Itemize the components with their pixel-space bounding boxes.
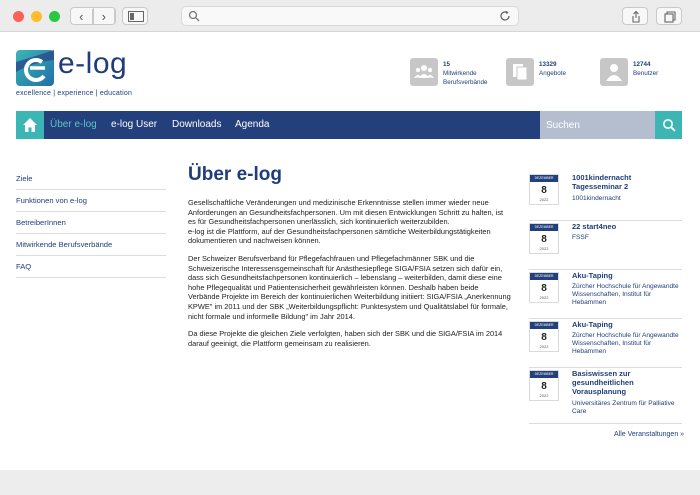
calendar-badge: [529, 223, 559, 254]
stat-number: 12744: [633, 61, 651, 68]
event-item[interactable]: [529, 368, 682, 424]
event-day: 8: [541, 234, 547, 245]
logo-tagline: excellence | experience | education: [16, 90, 133, 97]
calendar-badge: [529, 174, 559, 205]
event-title[interactable]: 22 start4neo: [572, 222, 617, 231]
event-subtitle: FSSF: [572, 234, 589, 241]
calendar-badge: [529, 370, 559, 401]
stat-label: Benutzer: [633, 70, 659, 77]
close-window-button[interactable]: [13, 11, 24, 22]
event-month: DEZEMBER: [530, 322, 558, 329]
sidemenu-item-faq[interactable]: FAQ: [16, 256, 166, 278]
tabs-overview-button[interactable]: [656, 7, 682, 25]
share-icon: [630, 11, 642, 23]
event-year: 2022: [539, 393, 549, 398]
e-log-logo-icon: [16, 50, 54, 86]
all-events-link[interactable]: Alle Veranstaltungen »: [614, 431, 685, 438]
event-month: DEZEMBER: [530, 371, 558, 378]
nav-item-downloads[interactable]: Downloads: [172, 119, 222, 130]
nav-item-ueber-e-log[interactable]: Über e-log: [50, 119, 97, 130]
page-title: Über e-log: [188, 164, 282, 185]
nav-item-agenda[interactable]: Agenda: [235, 119, 270, 130]
chevron-left-icon: ‹: [71, 9, 93, 24]
search-box: [540, 111, 655, 139]
history-buttons: [70, 7, 116, 25]
event-year: 2022: [539, 295, 549, 300]
main-content: [188, 164, 512, 348]
stat-label: Mitwirkende: [443, 70, 477, 77]
page-footer: [0, 470, 700, 495]
logo-text: e-log: [58, 47, 128, 80]
group-icon: [410, 58, 438, 86]
tabs-icon: [664, 11, 676, 23]
sidemenu-item-funktionen[interactable]: Funktionen von e-log: [16, 190, 166, 212]
calendar-badge: [529, 272, 559, 303]
sidebar-icon: [128, 11, 144, 22]
event-title[interactable]: Aku-Taping: [572, 271, 613, 280]
event-item[interactable]: [529, 270, 682, 319]
home-button[interactable]: [16, 111, 44, 139]
search-button[interactable]: [655, 111, 682, 139]
search-icon: [662, 118, 676, 132]
event-subtitle: Zürcher Hochschule für Angewandte Wissenschaften, Institut für Hebammen: [572, 332, 679, 355]
event-title[interactable]: Aku-Taping: [572, 320, 613, 329]
search-icon: [188, 10, 200, 22]
event-day: 8: [541, 332, 547, 343]
zoom-window-button[interactable]: [49, 11, 60, 22]
paragraph-text: Gesellschaftliche Veränderungen und medizinische Erkenntnisse stellen immer wieder neue Anforderungen an Gesundheitsfachpersonen. Um mit diesen Entwicklungen Schritt zu halten, ist es für Gesundheitsfachpersonen unerlässlich, sich kontinuierlich weiterzubilden.: [188, 198, 504, 227]
paragraph-text: e-log ist die Plattform, auf der Gesundheitsfachpersonen sämtliche Weiterbildungstätigkeiten dokumentieren und nachweisen können.: [188, 226, 491, 246]
sidemenu-item-betreiberinnen[interactable]: BetreiberInnen: [16, 212, 166, 234]
event-day: 8: [541, 185, 547, 196]
user-icon: [600, 58, 628, 86]
forward-button[interactable]: [94, 8, 116, 24]
stat-number: 15: [443, 61, 451, 68]
paragraph: [188, 198, 512, 246]
sidemenu-item-ziele[interactable]: Ziele: [16, 168, 166, 190]
paragraph: Der Schweizer Berufsverband für Pflegefachfrauen und Pflegefachmänner SBK und die Schweizerische Interessensgemeinschaft für Anästhesiepflege SIGA/FSIA setzen sich dafür ein, dass sich Gesundheitsfachpersonen kontinuierlich – lebenslang – weiterbilden, damit diese eine hohe Pflegequalität und Patientensicherheit gewährleisten können. Deshalb haben beide Verbände Projekte im Bereich der kontinuierlichen Weiterbildung initiiert: SIGA/FSIA „Anerkennung KPWE" im 2011 und der SBK „Weiterbildungspflicht: Punktesystem und Qualitätslabel für formale, nicht formale und informelle Bildung" im Jahr 2014.: [188, 253, 511, 321]
event-month: DEZEMBER: [530, 273, 558, 280]
sidemenu-item-berufsverbaende[interactable]: Mitwirkende Berufsverbände: [16, 234, 166, 256]
side-menu: [16, 168, 166, 278]
event-title[interactable]: Basiswissen zur gesundheitlichen Vorausplanung: [572, 369, 634, 396]
event-subtitle: Universitäres Zentrum für Palliative Care: [572, 400, 675, 415]
stat-label: Berufsverbände: [443, 79, 488, 86]
sidebar-toggle-button[interactable]: [122, 7, 148, 25]
reload-icon[interactable]: [499, 10, 511, 22]
calendar-badge: [529, 321, 559, 352]
back-button[interactable]: [71, 8, 94, 24]
event-month: DEZEMBER: [530, 175, 558, 182]
paragraph: Da diese Projekte die gleichen Ziele verfolgten, haben sich der SBK und die SIGA/FSIA im 2014 darauf geeinigt, die Plattform gemeinsam zu realisieren.: [188, 329, 503, 348]
nav-item-e-log-user[interactable]: e-log User: [111, 119, 158, 130]
stat-label: Angebote: [539, 70, 566, 77]
browser-toolbar: [0, 0, 700, 32]
event-subtitle: 1001kindernacht: [572, 195, 621, 202]
event-title[interactable]: 1001kindernacht Tagesseminar 2: [572, 173, 632, 191]
event-list: [529, 172, 682, 424]
minimize-window-button[interactable]: [31, 11, 42, 22]
documents-icon: [506, 58, 534, 86]
stat-number: 13329: [539, 61, 557, 68]
event-item[interactable]: [529, 172, 682, 221]
event-day: 8: [541, 283, 547, 294]
event-month: DEZEMBER: [530, 224, 558, 231]
event-year: 2022: [539, 344, 549, 349]
event-item[interactable]: [529, 319, 682, 368]
event-subtitle: Zürcher Hochschule für Angewandte Wissenschaften, Institut für Hebammen: [572, 283, 679, 306]
event-year: 2022: [539, 246, 549, 251]
main-navigation: [16, 111, 682, 139]
home-icon: [22, 117, 38, 133]
event-day: 8: [541, 381, 547, 392]
search-input[interactable]: [540, 111, 655, 139]
event-item[interactable]: [529, 221, 682, 270]
event-year: 2022: [539, 197, 549, 202]
share-button[interactable]: [622, 7, 648, 25]
address-bar[interactable]: [181, 6, 519, 26]
chevron-right-icon: ›: [94, 9, 116, 24]
